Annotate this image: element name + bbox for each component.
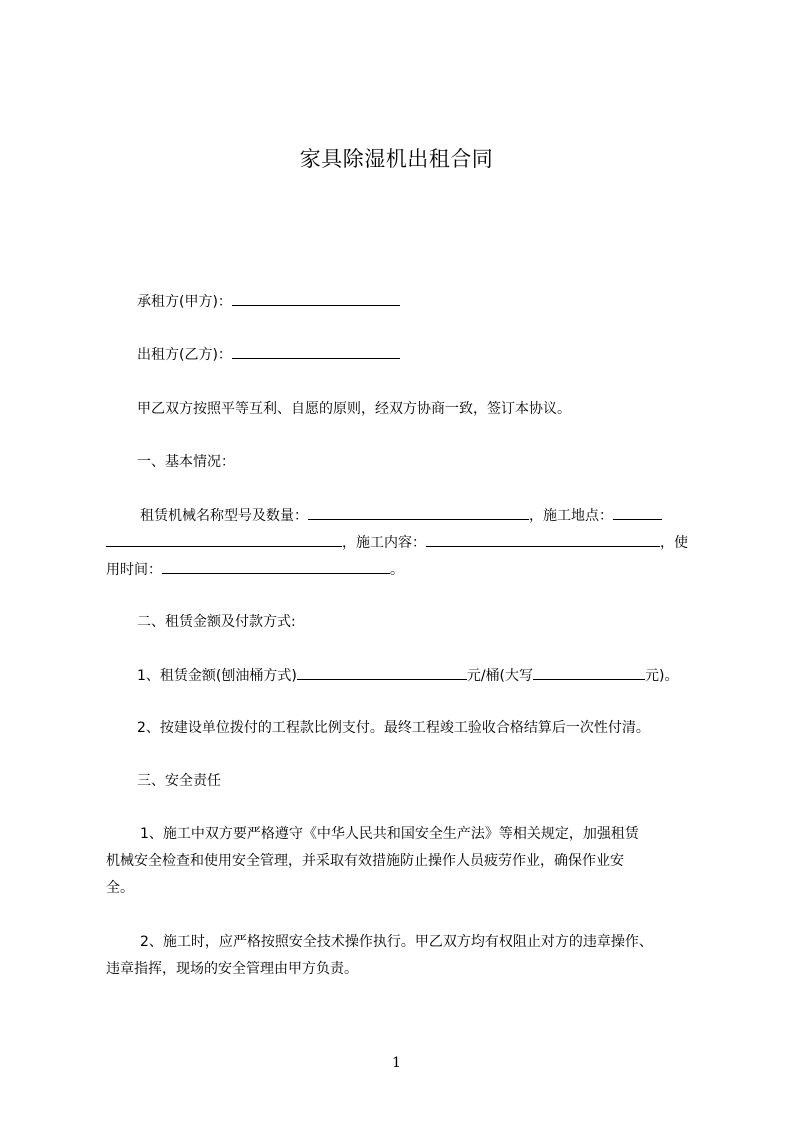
- party-b-line: [137, 344, 400, 365]
- use-label: ，使: [660, 535, 688, 551]
- section3-item2-line1: 2、施工时，应严格按照安全技术操作执行。甲乙双方均有权阻止对方的违章操作、: [140, 934, 653, 950]
- party-a-blank: [232, 291, 400, 306]
- intro-paragraph: 甲乙双方按照平等互利、自愿的原则，经双方协商一致，签订本协议。: [137, 401, 571, 417]
- time-blank: [162, 559, 390, 574]
- party-a-line: [137, 291, 400, 312]
- section3-item2-line2: 违章指挥，现场的安全管理由甲方负责。: [106, 961, 358, 977]
- rent-end-label: 元)。: [645, 668, 679, 684]
- rent-amount-blank: [297, 665, 467, 680]
- content-label: ，施工内容：: [342, 535, 426, 551]
- section2-item1: [137, 665, 679, 686]
- time-label: 用时间：: [106, 562, 162, 578]
- end-mark: 。: [390, 562, 404, 578]
- machine-blank: [308, 505, 529, 520]
- section3-item1-line2: 机械安全检查和使用安全管理，并采取有效措施防止操作人员疲劳作业，确保作业安: [106, 853, 624, 869]
- section1-line3: [106, 559, 404, 580]
- content-blank: [426, 532, 660, 547]
- site-label: ，施工地点：: [529, 508, 613, 524]
- section3-item1-line3: 全。: [106, 880, 134, 896]
- section3-item1-line1: 1、施工中双方要严格遵守《中华人民共和国安全生产法》等相关规定，加强租赁: [140, 826, 639, 842]
- rent-capital-blank: [533, 665, 645, 680]
- section1-heading: 一、基本情况：: [137, 454, 235, 470]
- party-a-label: 承租方(甲方)：: [137, 294, 232, 310]
- site-blank-end: [106, 532, 342, 547]
- site-blank-start: [613, 505, 662, 520]
- party-b-label: 出租方(乙方)：: [137, 347, 232, 363]
- party-b-blank: [232, 344, 400, 359]
- section2-heading: 二、租赁金额及付款方式:: [137, 614, 296, 630]
- rent-amount-label: 1、租赁金额(刨油桶方式): [137, 668, 297, 684]
- section1-line1: [140, 505, 662, 526]
- page-number: 1: [392, 1055, 401, 1071]
- machine-label: 租赁机械名称型号及数量：: [140, 508, 308, 524]
- rent-unit-label: 元/桶(大写: [466, 668, 534, 684]
- section2-item2: 2、按建设单位拨付的工程款比例支付。最终工程竣工验收合格结算后一次性付清。: [137, 720, 650, 736]
- section1-line2: [106, 532, 688, 553]
- document-title: 家具除湿机出租合同: [299, 147, 494, 171]
- section3-heading: 三、安全责任: [137, 773, 221, 789]
